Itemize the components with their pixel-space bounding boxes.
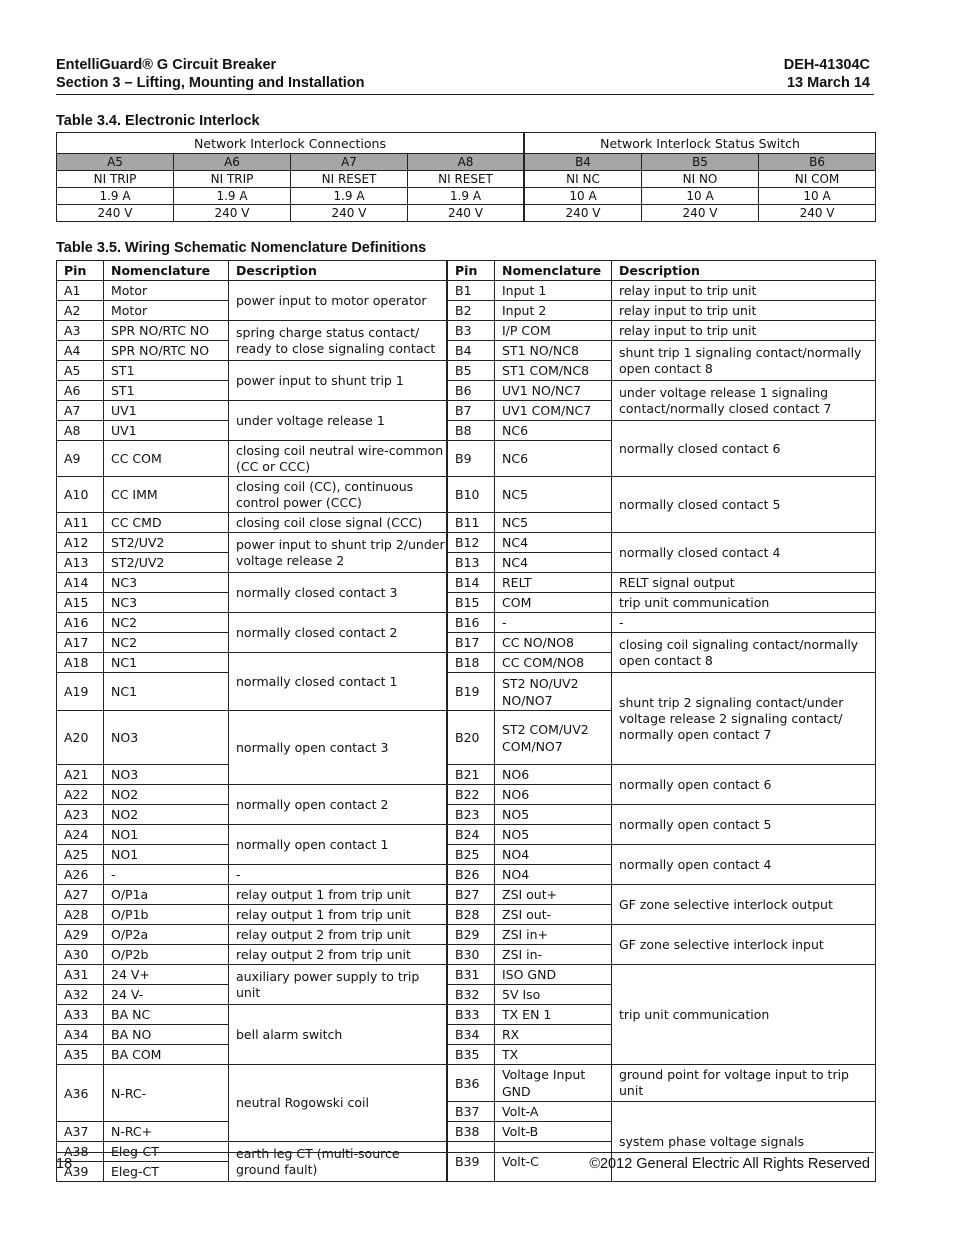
right-nomenclature: CC NO/NO8	[495, 633, 612, 653]
left-nomenclature: NO1	[104, 825, 229, 845]
left-pin: A13	[57, 553, 104, 573]
right-description: GF zone selective interlock input	[612, 925, 876, 965]
electronic-interlock-table	[56, 132, 876, 222]
left-nomenclature: NO1	[104, 845, 229, 865]
right-nomenclature: NC4	[495, 553, 612, 573]
left-nomenclature: UV1	[104, 401, 229, 421]
right-nomenclature: ST1 COM/NC8	[495, 361, 612, 381]
right-nomenclature: RX	[495, 1025, 612, 1045]
right-description: relay input to trip unit	[612, 321, 876, 341]
left-description: auxiliary power supply to trip unit	[229, 965, 447, 1005]
right-pin: B37	[448, 1102, 495, 1122]
right-pin: B17	[448, 633, 495, 653]
left-nomenclature: Motor	[104, 281, 229, 301]
right-description: normally closed contact 4	[612, 533, 876, 573]
interlock-pin-cell: A8	[408, 154, 524, 171]
left-description: power input to motor operator	[229, 281, 447, 321]
left-description: neutral Rogowski coil	[229, 1065, 447, 1142]
right-pin: B12	[448, 533, 495, 553]
right-nomenclature: ZSI out+	[495, 885, 612, 905]
left-nomenclature: CC IMM	[104, 477, 229, 513]
status-voltage-cell: 240 V	[642, 205, 759, 222]
right-nomenclature: NO5	[495, 825, 612, 845]
group-header-row	[57, 133, 876, 154]
document-title: EntelliGuard® G Circuit Breaker	[56, 57, 277, 73]
right-description: GF zone selective interlock output	[612, 885, 876, 925]
right-description: trip unit communication	[612, 965, 876, 1065]
right-pin: B39	[448, 1142, 495, 1182]
right-nomenclature: TX	[495, 1045, 612, 1065]
left-description: earth leg CT (multi-source ground fault)	[229, 1142, 447, 1182]
interlock-current-cell: 1.9 A	[291, 188, 408, 205]
right-nomenclature: NC4	[495, 533, 612, 553]
left-nomenclature: NO3	[104, 765, 229, 785]
left-description: relay output 2 from trip unit	[229, 925, 447, 945]
interlock-voltage-cell: 240 V	[408, 205, 524, 222]
left-nomenclature: O/P2a	[104, 925, 229, 945]
left-nomenclature: NC2	[104, 613, 229, 633]
right-nomenclature: ST1 NO/NC8	[495, 341, 612, 361]
status-pin-cell: B5	[642, 154, 759, 171]
right-pin: B22	[448, 785, 495, 805]
interlock-name-cell: NI RESET	[408, 171, 524, 188]
left-nomenclature: N-RC+	[104, 1122, 229, 1142]
left-nomenclature: N-RC-	[104, 1065, 229, 1122]
right-nomenclature: ZSI in+	[495, 925, 612, 945]
table-row	[57, 341, 876, 361]
left-pin: A4	[57, 341, 104, 361]
right-nomenclature: CC COM/NO8	[495, 653, 612, 673]
left-nomenclature: UV1	[104, 421, 229, 441]
table-row	[57, 477, 876, 495]
right-pin: B29	[448, 925, 495, 945]
status-current-cell: 10 A	[759, 188, 876, 205]
left-pin: A20	[57, 711, 104, 765]
interlock-pin-cell: A5	[57, 154, 174, 171]
table-row	[57, 321, 876, 341]
left-nomenclature: NC3	[104, 593, 229, 613]
left-pin: A31	[57, 965, 104, 985]
right-description: system phase voltage signals	[612, 1102, 876, 1182]
left-nomenclature: O/P1a	[104, 885, 229, 905]
right-description: normally open contact 4	[612, 845, 876, 885]
left-pin: A23	[57, 805, 104, 825]
interlock-voltage-cell: 240 V	[291, 205, 408, 222]
left-nomenclature: ST1	[104, 381, 229, 401]
left-nomenclature: Motor	[104, 301, 229, 321]
right-pin: B18	[448, 653, 495, 673]
left-description: under voltage release 1	[229, 401, 447, 441]
right-nomenclature: NC6	[495, 441, 612, 477]
left-nomenclature: NC1	[104, 673, 229, 711]
left-description: relay output 2 from trip unit	[229, 945, 447, 965]
right-pin: B28	[448, 905, 495, 925]
table-row	[57, 381, 876, 401]
left-pin: A5	[57, 361, 104, 381]
copyright: ©2012 General Electric All Rights Reserved	[589, 1156, 870, 1172]
left-pin: A28	[57, 905, 104, 925]
left-pin: A30	[57, 945, 104, 965]
right-nomenclature: Input 1	[495, 281, 612, 301]
right-nomenclature: Voltage Input GND	[495, 1065, 612, 1102]
table2-caption: Table 3.5. Wiring Schematic Nomenclature Definitions	[56, 240, 427, 256]
right-nomenclature: COM	[495, 593, 612, 613]
table-row	[57, 281, 876, 301]
left-nomenclature: Eleg-CT	[104, 1142, 229, 1162]
left-description: normally closed contact 2	[229, 613, 447, 653]
right-description: normally closed contact 5	[612, 477, 876, 533]
right-pin: B27	[448, 885, 495, 905]
header-nomenclature: Nomenclature	[495, 261, 612, 281]
right-pin: B3	[448, 321, 495, 341]
left-pin: A19	[57, 673, 104, 711]
left-nomenclature: O/P1b	[104, 905, 229, 925]
right-pin: B8	[448, 421, 495, 441]
interlock-voltage-cell: 240 V	[57, 205, 174, 222]
interlock-voltages-row	[57, 205, 876, 222]
left-nomenclature: NO2	[104, 805, 229, 825]
status-name-cell: NI NC	[525, 171, 642, 188]
table-row	[57, 421, 876, 441]
right-pin: B2	[448, 301, 495, 321]
right-nomenclature: RELT	[495, 573, 612, 593]
left-description: closing coil (CC), continuous control power (CCC)	[229, 477, 447, 513]
document-number: DEH-41304C	[783, 57, 870, 73]
left-pin: A12	[57, 533, 104, 553]
left-pin: A3	[57, 321, 104, 341]
left-pin: A29	[57, 925, 104, 945]
left-pin: A2	[57, 301, 104, 321]
header-left	[56, 56, 365, 92]
left-nomenclature: Eleg-CT	[104, 1162, 229, 1182]
right-nomenclature: Volt-B	[495, 1122, 612, 1142]
right-nomenclature: NO6	[495, 765, 612, 785]
left-description: power input to shunt trip 2/under voltage release 2	[229, 533, 447, 573]
left-pin: A37	[57, 1122, 104, 1142]
right-nomenclature: ISO GND	[495, 965, 612, 985]
group-right-header: Network Interlock Status Switch	[525, 133, 876, 154]
document-date: 13 March 14	[786, 75, 870, 91]
left-nomenclature: SPR NO/RTC NO	[104, 321, 229, 341]
header-right	[784, 56, 870, 92]
left-nomenclature: 24 V+	[104, 965, 229, 985]
left-pin: A18	[57, 653, 104, 673]
left-description: power input to shunt trip 1	[229, 361, 447, 401]
left-nomenclature: NO2	[104, 785, 229, 805]
page-header	[56, 56, 874, 95]
right-pin: B6	[448, 381, 495, 401]
right-description: trip unit communication	[612, 593, 876, 613]
left-pin: A16	[57, 613, 104, 633]
right-nomenclature: Volt-C	[495, 1142, 612, 1182]
table-row	[57, 301, 876, 321]
right-description: normally open contact 6	[612, 765, 876, 805]
right-pin: B25	[448, 845, 495, 865]
left-nomenclature: CC COM	[104, 441, 229, 477]
page-number: 18	[56, 1156, 73, 1172]
right-nomenclature: UV1 COM/NC7	[495, 401, 612, 421]
left-pin: A9	[57, 441, 104, 477]
right-nomenclature: ST2 NO/UV2 NO/NO7	[495, 673, 612, 711]
right-description: shunt trip 1 signaling contact/normally open contact 8	[612, 341, 876, 381]
left-pin: A27	[57, 885, 104, 905]
left-nomenclature: ST2/UV2	[104, 533, 229, 553]
interlock-voltage-cell: 240 V	[174, 205, 291, 222]
interlock-names-row	[57, 171, 876, 188]
section-title: Section 3 – Lifting, Mounting and Installation	[56, 75, 365, 91]
right-pin: B24	[448, 825, 495, 845]
header-pin: Pin	[57, 261, 104, 281]
left-description: normally open contact 2	[229, 785, 447, 825]
left-pin: A6	[57, 381, 104, 401]
header-description: Description	[229, 261, 447, 281]
left-pin: A11	[57, 513, 104, 533]
left-pin: A25	[57, 845, 104, 865]
left-nomenclature: BA NO	[104, 1025, 229, 1045]
left-nomenclature: NC1	[104, 653, 229, 673]
right-description: normally closed contact 6	[612, 421, 876, 477]
interlock-pin-cell: A6	[174, 154, 291, 171]
right-description: relay input to trip unit	[612, 301, 876, 321]
right-nomenclature: ST2 COM/UV2 COM/NO7	[495, 711, 612, 765]
right-description: normally open contact 5	[612, 805, 876, 845]
right-pin: B15	[448, 593, 495, 613]
left-nomenclature: BA COM	[104, 1045, 229, 1065]
table-row	[57, 673, 876, 692]
left-pin: A38	[57, 1142, 104, 1162]
right-pin: B31	[448, 965, 495, 985]
right-nomenclature: NO4	[495, 845, 612, 865]
right-description: relay input to trip unit	[612, 281, 876, 301]
right-pin: B21	[448, 765, 495, 785]
left-pin: A17	[57, 633, 104, 653]
wiring-nomenclature-table	[56, 260, 876, 1182]
left-nomenclature: 24 V-	[104, 985, 229, 1005]
table-row	[57, 805, 876, 825]
right-pin: B38	[448, 1122, 495, 1142]
status-pin-cell: B4	[525, 154, 642, 171]
left-pin: A22	[57, 785, 104, 805]
left-nomenclature: ST1	[104, 361, 229, 381]
left-pin: A33	[57, 1005, 104, 1025]
left-pin: A1	[57, 281, 104, 301]
left-pin: A32	[57, 985, 104, 1005]
right-pin: B20	[448, 711, 495, 765]
left-description: relay output 1 from trip unit	[229, 885, 447, 905]
status-current-cell: 10 A	[642, 188, 759, 205]
left-pin: A39	[57, 1162, 104, 1182]
right-description: ground point for voltage input to trip unit	[612, 1065, 876, 1102]
left-description: -	[229, 865, 447, 885]
left-description: normally open contact 3	[229, 711, 447, 785]
right-nomenclature: NO4	[495, 865, 612, 885]
interlock-name-cell: NI TRIP	[57, 171, 174, 188]
right-pin: B14	[448, 573, 495, 593]
left-description: closing coil close signal (CCC)	[229, 513, 447, 533]
right-pin: B33	[448, 1005, 495, 1025]
right-nomenclature: NC5	[495, 513, 612, 533]
left-description: bell alarm switch	[229, 1005, 447, 1065]
left-pin: A21	[57, 765, 104, 785]
right-pin: B1	[448, 281, 495, 301]
table-row	[57, 633, 876, 653]
right-pin: B36	[448, 1065, 495, 1102]
table-row	[57, 845, 876, 865]
table-row	[57, 885, 876, 905]
interlock-currents-row	[57, 188, 876, 205]
left-nomenclature: BA NC	[104, 1005, 229, 1025]
right-description: -	[612, 613, 876, 633]
right-nomenclature: NC5	[495, 477, 612, 513]
left-description: normally open contact 1	[229, 825, 447, 865]
right-nomenclature: TX EN 1	[495, 1005, 612, 1025]
status-pin-cell: B6	[759, 154, 876, 171]
left-nomenclature: -	[104, 865, 229, 885]
right-pin: B23	[448, 805, 495, 825]
left-nomenclature: CC CMD	[104, 513, 229, 533]
table-row	[57, 965, 876, 985]
right-pin: B13	[448, 553, 495, 573]
left-pin: A34	[57, 1025, 104, 1045]
left-pin: A36	[57, 1065, 104, 1122]
left-pin: A35	[57, 1045, 104, 1065]
table-row	[57, 925, 876, 945]
right-pin: B35	[448, 1045, 495, 1065]
interlock-pin-cell: A7	[291, 154, 408, 171]
left-description: spring charge status contact/ ready to close signaling contact	[229, 321, 447, 361]
right-pin: B4	[448, 341, 495, 361]
header-pin: Pin	[448, 261, 495, 281]
status-voltage-cell: 240 V	[525, 205, 642, 222]
left-description: normally closed contact 1	[229, 653, 447, 711]
left-pin: A7	[57, 401, 104, 421]
left-pin: A14	[57, 573, 104, 593]
left-nomenclature: ST2/UV2	[104, 553, 229, 573]
interlock-name-cell: NI RESET	[291, 171, 408, 188]
left-description: normally closed contact 3	[229, 573, 447, 613]
table-row	[57, 1065, 876, 1102]
table-row	[57, 573, 876, 593]
left-description: closing coil neutral wire-common (CC or CCC)	[229, 441, 447, 477]
right-pin: B30	[448, 945, 495, 965]
right-pin: B16	[448, 613, 495, 633]
interlock-current-cell: 1.9 A	[174, 188, 291, 205]
right-pin: B10	[448, 477, 495, 513]
right-pin: B34	[448, 1025, 495, 1045]
right-pin: B11	[448, 513, 495, 533]
right-pin: B32	[448, 985, 495, 1005]
left-description: relay output 1 from trip unit	[229, 905, 447, 925]
status-name-cell: NI NO	[642, 171, 759, 188]
right-nomenclature: NO6	[495, 785, 612, 805]
right-nomenclature: -	[495, 613, 612, 633]
left-nomenclature: NO3	[104, 711, 229, 765]
right-nomenclature: NC6	[495, 421, 612, 441]
status-name-cell: NI COM	[759, 171, 876, 188]
interlock-pins-row	[57, 154, 876, 171]
right-description: closing coil signaling contact/normally open contact 8	[612, 633, 876, 673]
right-description: shunt trip 2 signaling contact/under voltage release 2 signaling contact/ normally open contact 7	[612, 673, 876, 765]
table-row	[57, 613, 876, 633]
right-nomenclature: ZSI out-	[495, 905, 612, 925]
table1-caption: Table 3.4. Electronic Interlock	[56, 113, 260, 129]
group-left-header: Network Interlock Connections	[57, 133, 524, 154]
left-nomenclature: SPR NO/RTC NO	[104, 341, 229, 361]
left-nomenclature: NC3	[104, 573, 229, 593]
right-pin: B19	[448, 673, 495, 711]
table-row	[57, 533, 876, 553]
interlock-current-cell: 1.9 A	[57, 188, 174, 205]
right-nomenclature: 5V Iso	[495, 985, 612, 1005]
right-nomenclature: NO5	[495, 805, 612, 825]
right-nomenclature: Input 2	[495, 301, 612, 321]
status-current-cell: 10 A	[525, 188, 642, 205]
interlock-current-cell: 1.9 A	[408, 188, 524, 205]
left-pin: A10	[57, 477, 104, 513]
right-nomenclature: UV1 NO/NC7	[495, 381, 612, 401]
table-row	[57, 593, 876, 613]
status-voltage-cell: 240 V	[759, 205, 876, 222]
interlock-name-cell: NI TRIP	[174, 171, 291, 188]
left-pin: A24	[57, 825, 104, 845]
left-nomenclature: O/P2b	[104, 945, 229, 965]
right-description: RELT signal output	[612, 573, 876, 593]
right-pin: B5	[448, 361, 495, 381]
right-pin: B26	[448, 865, 495, 885]
right-pin: B9	[448, 441, 495, 477]
right-description: under voltage release 1 signaling contact/normally closed contact 7	[612, 381, 876, 421]
header-nomenclature: Nomenclature	[104, 261, 229, 281]
left-nomenclature: NC2	[104, 633, 229, 653]
left-pin: A26	[57, 865, 104, 885]
right-nomenclature: ZSI in-	[495, 945, 612, 965]
right-nomenclature: Volt-A	[495, 1102, 612, 1122]
right-nomenclature: I/P COM	[495, 321, 612, 341]
left-pin: A8	[57, 421, 104, 441]
table-row	[57, 765, 876, 785]
table-header-row	[57, 261, 876, 281]
left-pin: A15	[57, 593, 104, 613]
right-pin: B7	[448, 401, 495, 421]
header-description: Description	[612, 261, 876, 281]
